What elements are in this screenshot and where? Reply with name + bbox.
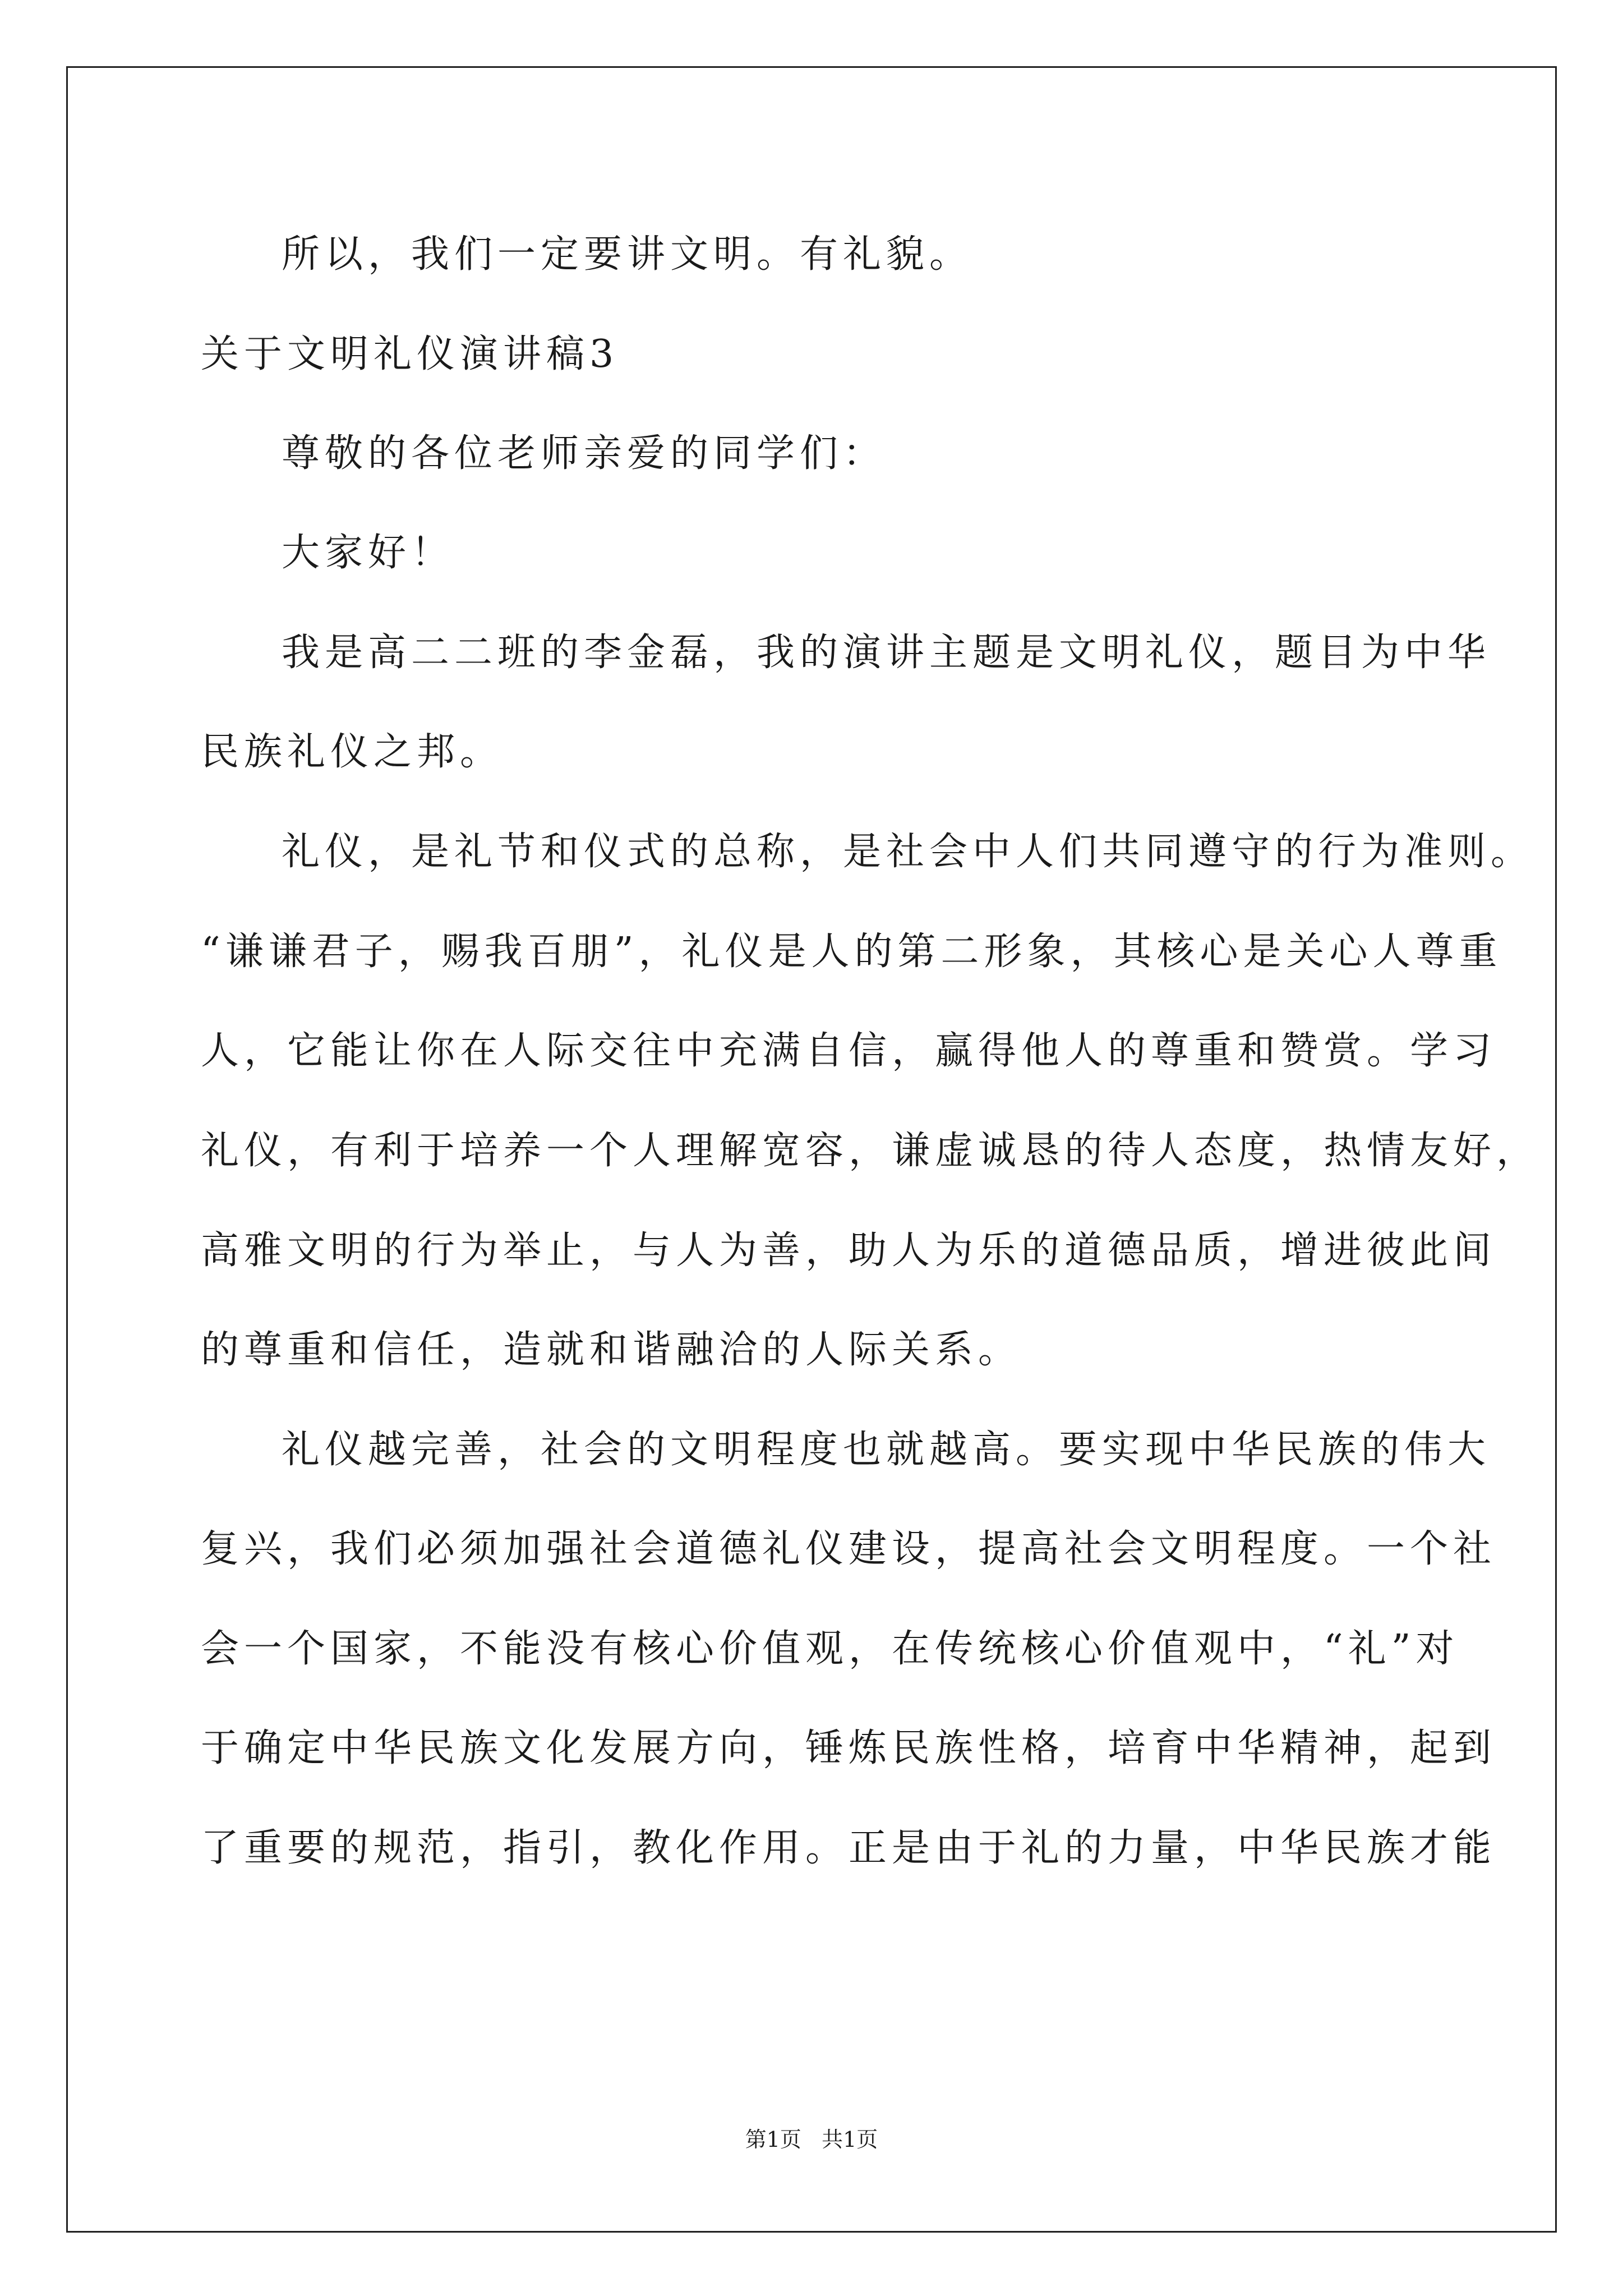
paragraph-line: 的尊重和信任，造就和谐融洽的人际关系。: [201, 1328, 1022, 1372]
paragraph-line: 会一个国家，不能没有核心价值观，在传统核心价值观中，“礼”对: [201, 1627, 1459, 1671]
page-footer: 第1页 共1页: [745, 2127, 878, 2152]
paragraph-line: 复兴，我们必须加强社会道德礼仪建设，提高社会文明程度。一个社: [201, 1527, 1497, 1571]
paragraph-line: 人，它能让你在人际交往中充满自信，赢得他人的尊重和赞赏。学习: [201, 1029, 1497, 1073]
paragraph-line: 于确定中华民族文化发展方向，锤炼民族性格，培育中华精神，起到: [201, 1726, 1497, 1770]
paragraph-line: 我是高二二班的李金磊，我的演讲主题是文明礼仪，题目为中华: [282, 631, 1491, 675]
paragraph-line: 尊敬的各位老师亲爱的同学们：: [282, 431, 887, 476]
paragraph-line: “谦谦君子，赐我百朋”，礼仪是人的第二形象，其核心是关心人尊重: [201, 930, 1502, 974]
paragraph-line: 所以，我们一定要讲文明。有礼貌。: [282, 232, 973, 277]
paragraph-line: 大家好！: [282, 531, 455, 575]
paragraph-line: 民族礼仪之邦。: [201, 730, 504, 774]
paragraph-line: 高雅文明的行为举止，与人为善，助人为乐的道德品质，增进彼此间: [201, 1228, 1497, 1273]
paragraph-line: 礼仪越完善，社会的文明程度也就越高。要实现中华民族的伟大: [282, 1428, 1491, 1472]
paragraph-line: 了重要的规范，指引，教化作用。正是由于礼的力量，中华民族才能: [201, 1826, 1497, 1870]
paragraph-line: 礼仪，是礼节和仪式的总称，是社会中人们共同遵守的行为准则。: [282, 830, 1534, 874]
section-title: 关于文明礼仪演讲稿3: [201, 332, 619, 376]
paragraph-line: 礼仪，有利于培养一个人理解宽容，谦虚诚恳的待人态度，热情友好，: [201, 1129, 1540, 1173]
